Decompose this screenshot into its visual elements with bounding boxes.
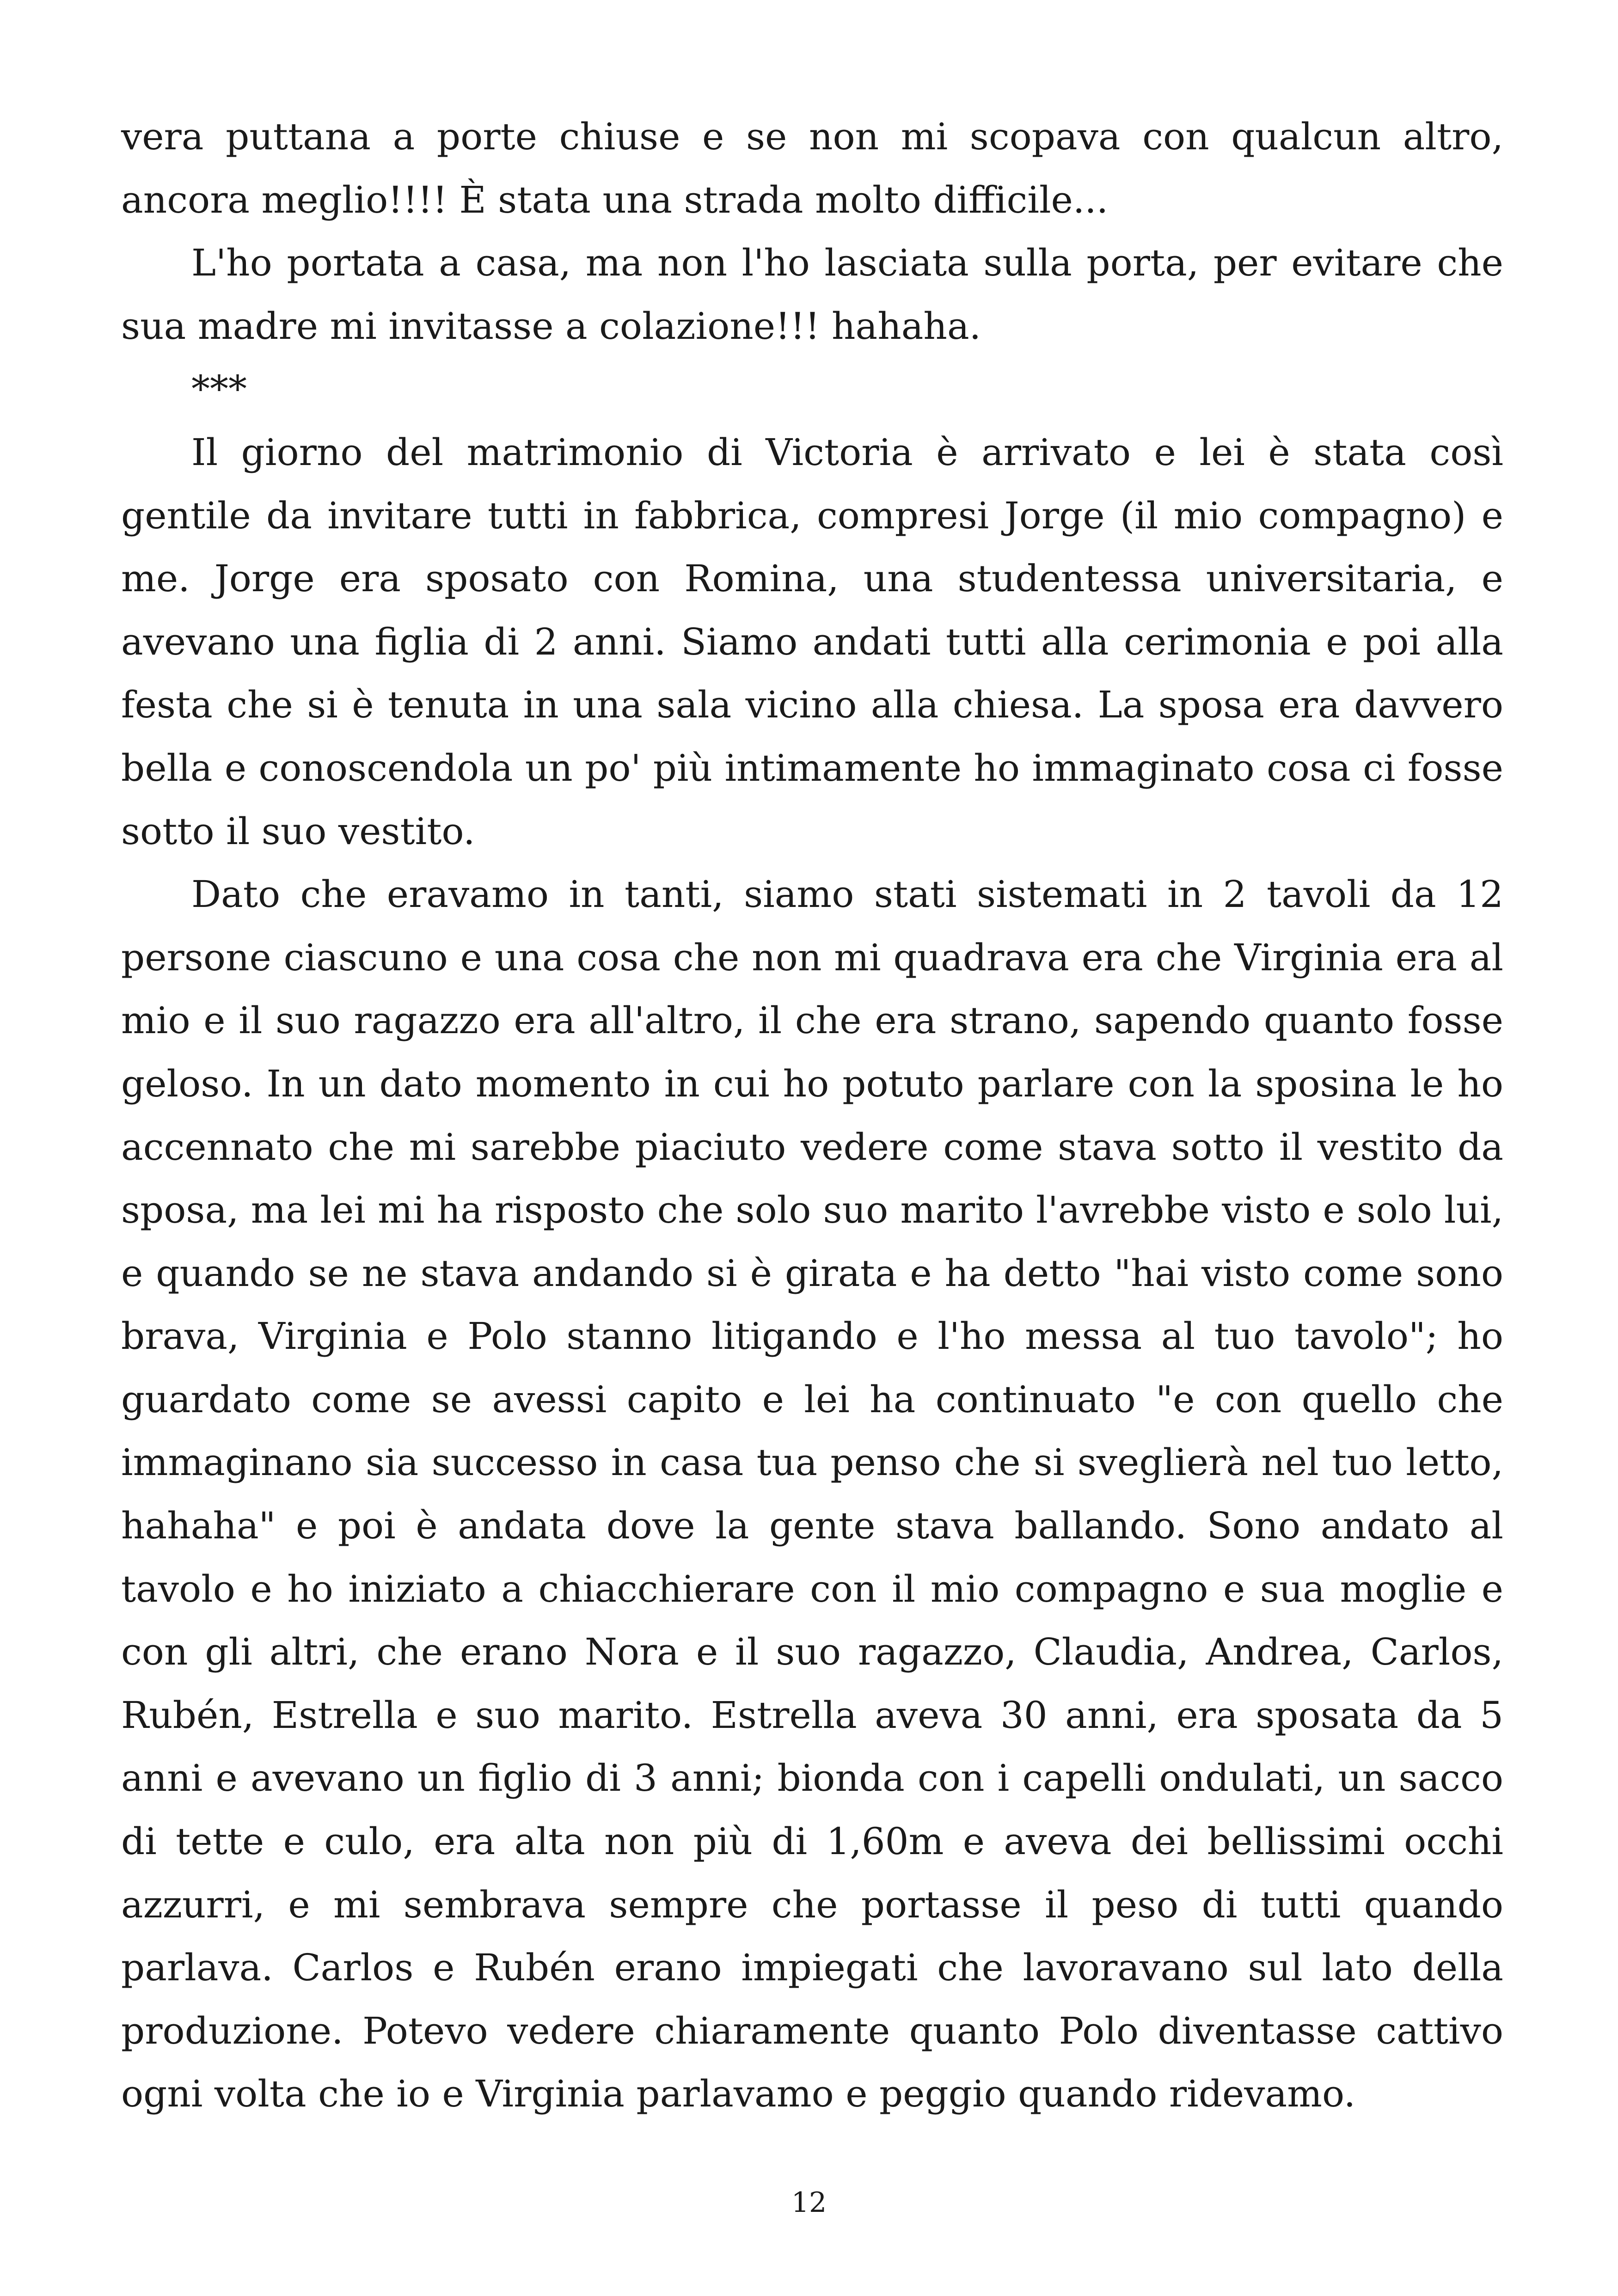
paragraph: Il giorno del matrimonio di Victoria è arrivato e lei è stata così gentile da invitare tutti in fabbrica, compresi Jorge (il mio compagno) e me. Jorge era sposato con Romina, una studentessa universitaria, e avevano una figlia di 2 anni. Siamo andati tutti alla cerimonia e poi alla festa che si è tenuta in una sala vicino alla chiesa. La sposa era davvero bella e conoscendola un po' più intimamente ho immaginato cosa ci fosse sotto il suo vestito.: [121, 430, 1503, 853]
body-text: [121, 105, 1503, 2126]
paragraph-continued: vera puttana a porte chiuse e se non mi scopava con qualcun altro, ancora meglio!!!! È stata una strada molto difficile...: [121, 115, 1503, 221]
paragraph: Dato che eravamo in tanti, siamo stati sistemati in 2 tavoli da 12 persone ciascuno e una cosa che non mi quadrava era che Virginia era al mio e il suo ragazzo era all'altro, il che era strano, sapendo quanto fosse geloso. In un dato momento in cui ho potuto parlare con la sposina le ho accennato che mi sarebbe piaciuto vedere come stava sotto il vestito da sposa, ma lei mi ha risposto che solo suo marito l'avrebbe visto e solo lui, e quando se ne stava andando si è girata e ha detto "hai visto come sono brava, Virginia e Polo stanno litigando e l'ho messa al tuo tavolo"; ho guardato come se avessi capito e lei ha continuato "e con quello che immaginano sia successo in casa tua penso che si sveglierà nel tuo letto, hahaha" e poi è andata dove la gente stava ballando. Sono andato al tavolo e ho iniziato a chiacchierare con il mio compagno e sua moglie e con gli altri, che erano Nora e il suo ragazzo, Claudia, Andrea, Carlos, Rubén, Estrella e suo marito. Estrella aveva 30 anni, era sposata da 5 anni e avevano un figlio di 3 anni; bionda con i capelli ondulati, un sacco di tette e culo, era alta non più di 1,60m e aveva dei bellissimi occhi azzurri, e mi sembrava sempre che portasse il peso di tutti quando parlava. Carlos e Rubén erano impiegati che lavoravano sul lato della produzione. Potevo vedere chiaramente quanto Polo diventasse cattivo ogni volta che io e Virginia parlavamo e peggio quando ridevamo.: [121, 873, 1503, 2116]
scene-break: ***: [191, 367, 247, 411]
page-number: 12: [791, 2186, 827, 2219]
paragraph: L'ho portata a casa, ma non l'ho lasciata sulla porta, per evitare che sua madre mi invitasse a colazione!!! hahaha.: [121, 241, 1503, 348]
